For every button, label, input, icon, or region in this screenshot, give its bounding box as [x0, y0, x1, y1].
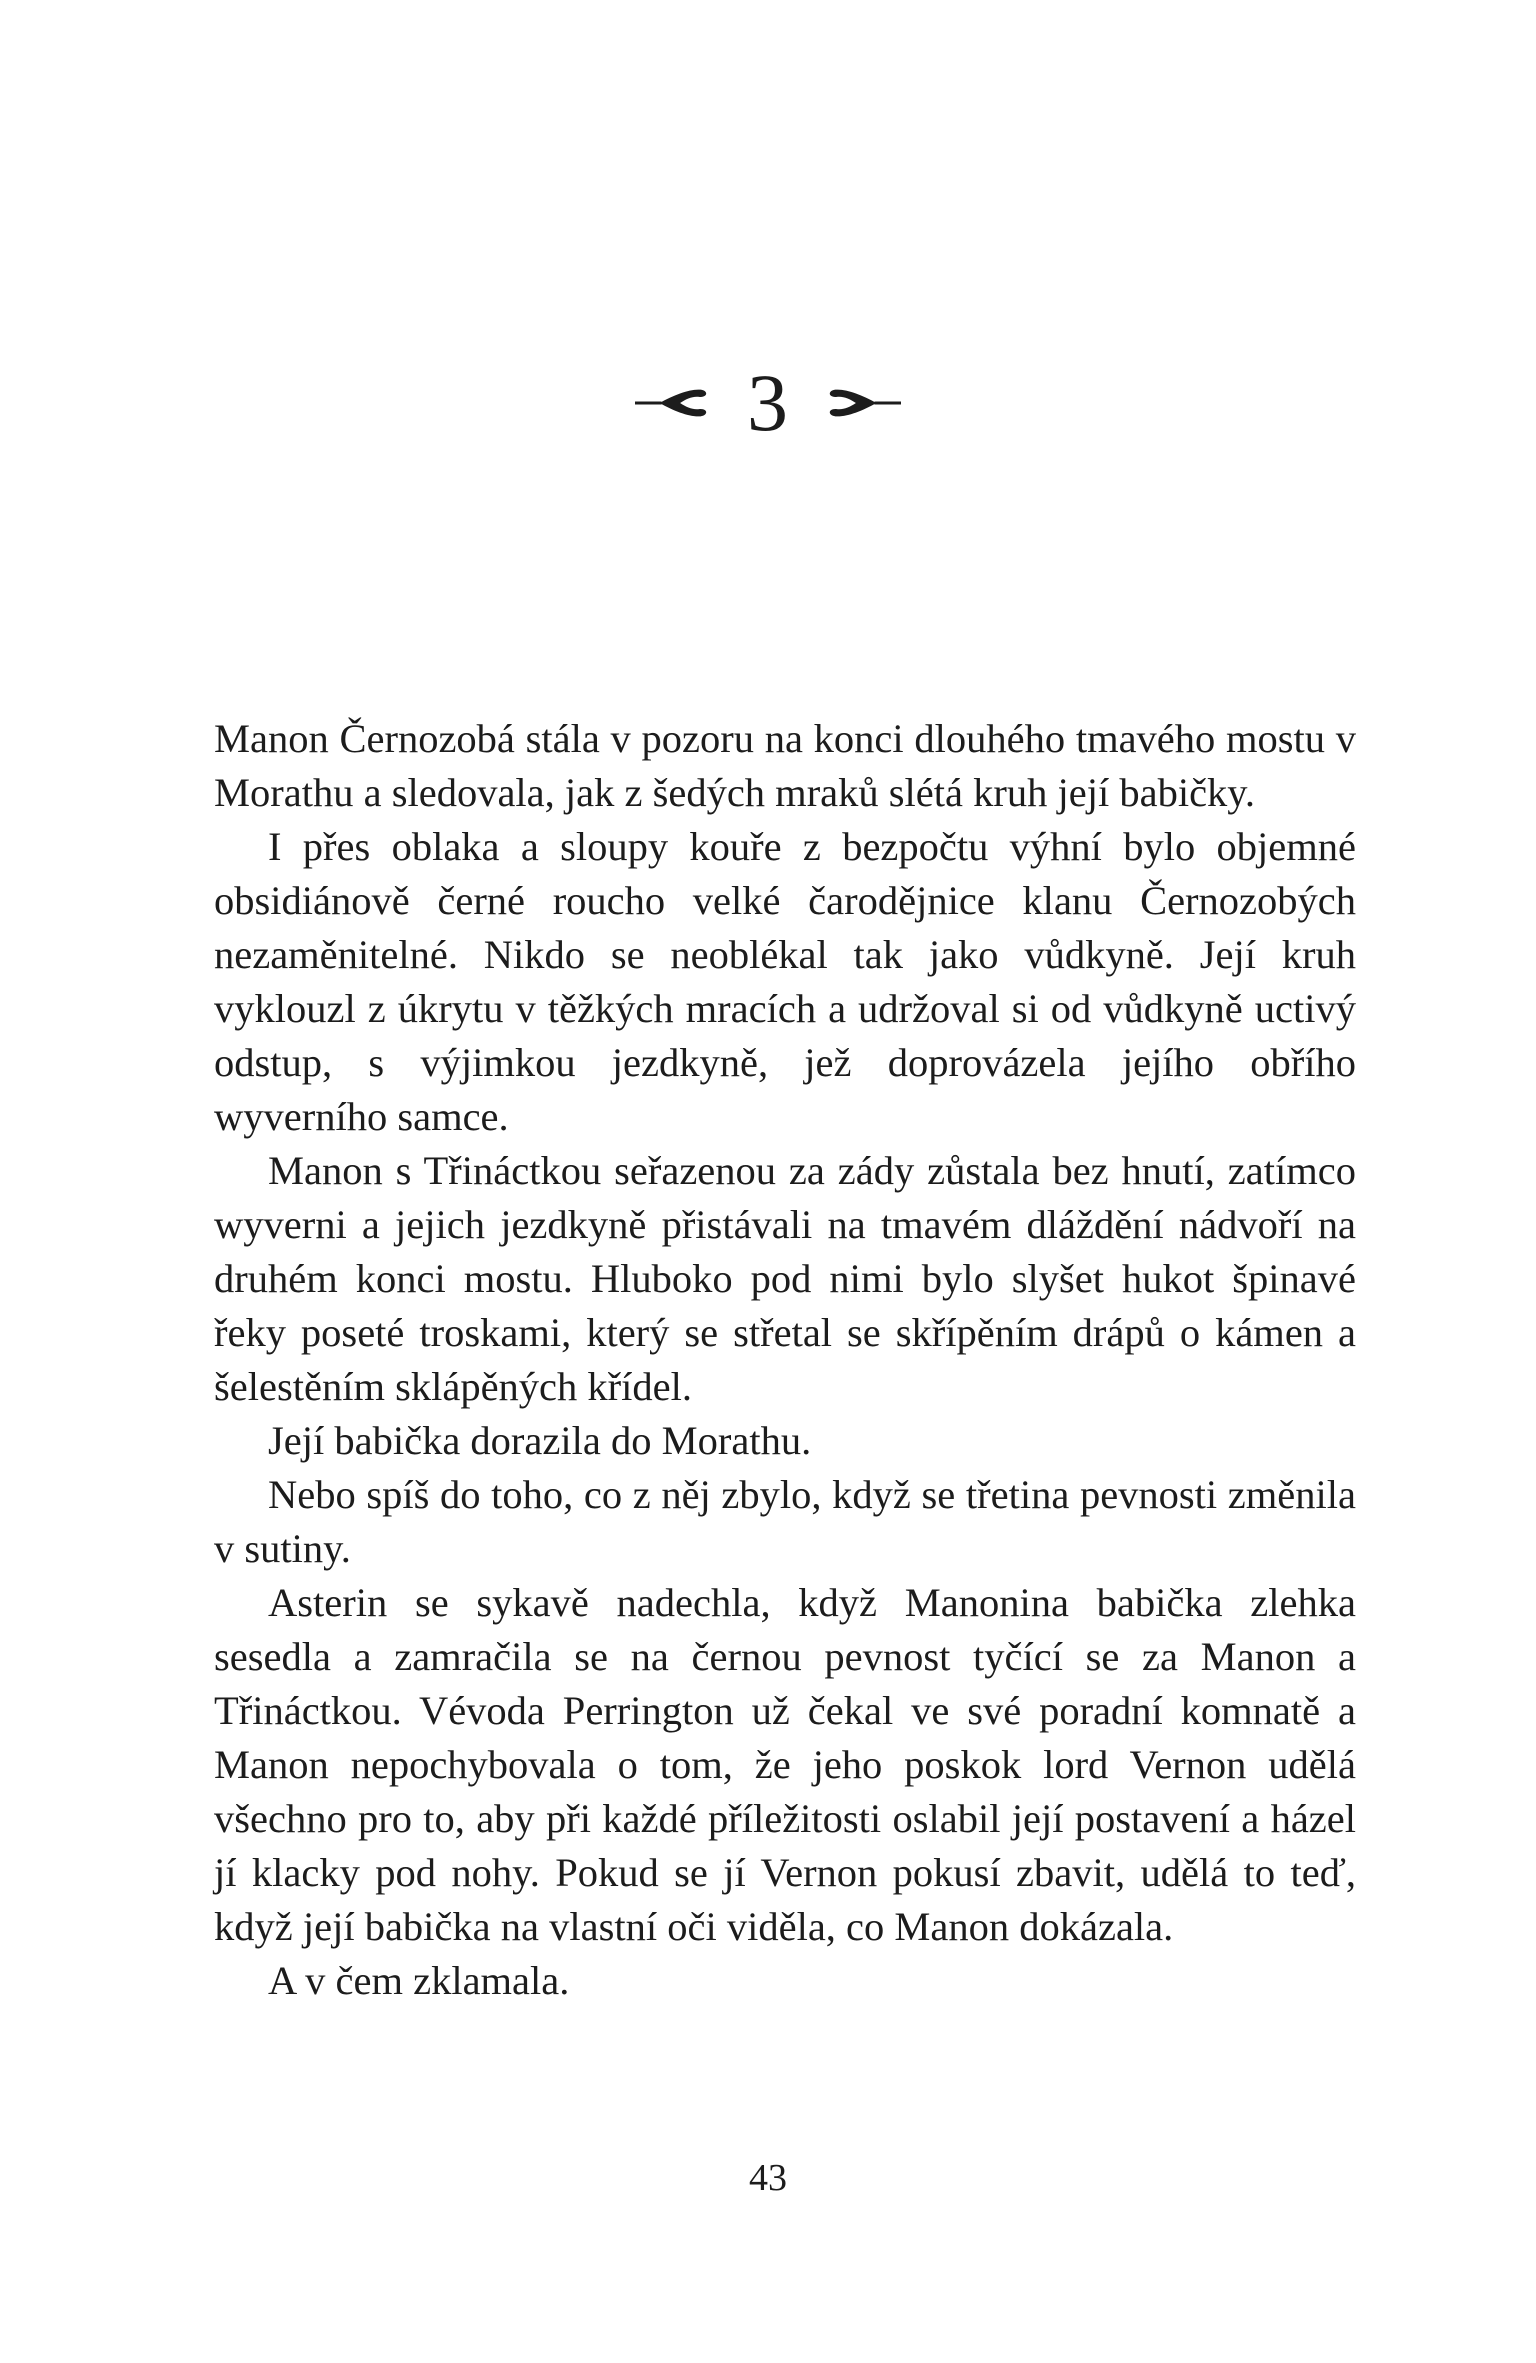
- paragraph: I přes oblaka a sloupy kouře z bezpočtu výhní bylo objemné obsidiánově černé roucho velké čarodějnice klanu Černozobých nezaměnitelné. Nikdo se neoblékal tak jako vůdkyně. Její kruh vyklouzl z úkrytu v těžkých mracích a udržoval si od vůdkyně uctivý odstup, s výjimkou jezdkyně, jež doprovázela jejího obřího wyverního samce.: [214, 824, 1356, 1139]
- paragraph: Její babička dorazila do Morathu.: [268, 1418, 812, 1463]
- paragraph: A v čem zklamala.: [268, 1958, 570, 2003]
- right-fleuron-icon: [819, 386, 901, 420]
- chapter-heading: [0, 357, 1536, 448]
- paragraph: Manon Černozobá stála v pozoru na konci dlouhého tmavého mostu v Morathu a sledovala, jak z šedých mraků slétá kruh její babičky.: [214, 716, 1356, 815]
- paragraph: Manon s Třináctkou seřazenou za zády zůstala bez hnutí, zatímco wyverni a jejich jezdkyně přistávali na tmavém dláždění nádvoří na druhém konci mostu. Hluboko pod nimi bylo slyšet hukot špinavé řeky poseté troskami, který se střetal se skřípěním drápů o kámen a šelestěním sklápěných křídel.: [214, 1148, 1356, 1409]
- paragraph: Nebo spíš do toho, co z něj zbylo, když se třetina pevnosti změnila v sutiny.: [214, 1472, 1356, 1571]
- chapter-number: 3: [747, 357, 789, 448]
- left-fleuron-icon: [635, 386, 717, 420]
- paragraph: Asterin se sykavě nadechla, když Manonina babička zlehka sesedla a zamračila se na černou pevnost tyčící se za Manon a Třináctkou. Vévoda Perrington už čekal ve své poradní komnatě a Manon nepochybovala o tom, že jeho poskok lord Vernon udělá všechno pro to, aby při každé příležitosti oslabil její postavení a házel jí klacky pod nohy. Pokud se jí Vernon pokusí zbavit, udělá to teď, když její babička na vlastní oči viděla, co Manon dokázala.: [214, 1580, 1356, 1949]
- body-text: [214, 712, 1356, 2008]
- page-number: 43: [749, 2157, 787, 2199]
